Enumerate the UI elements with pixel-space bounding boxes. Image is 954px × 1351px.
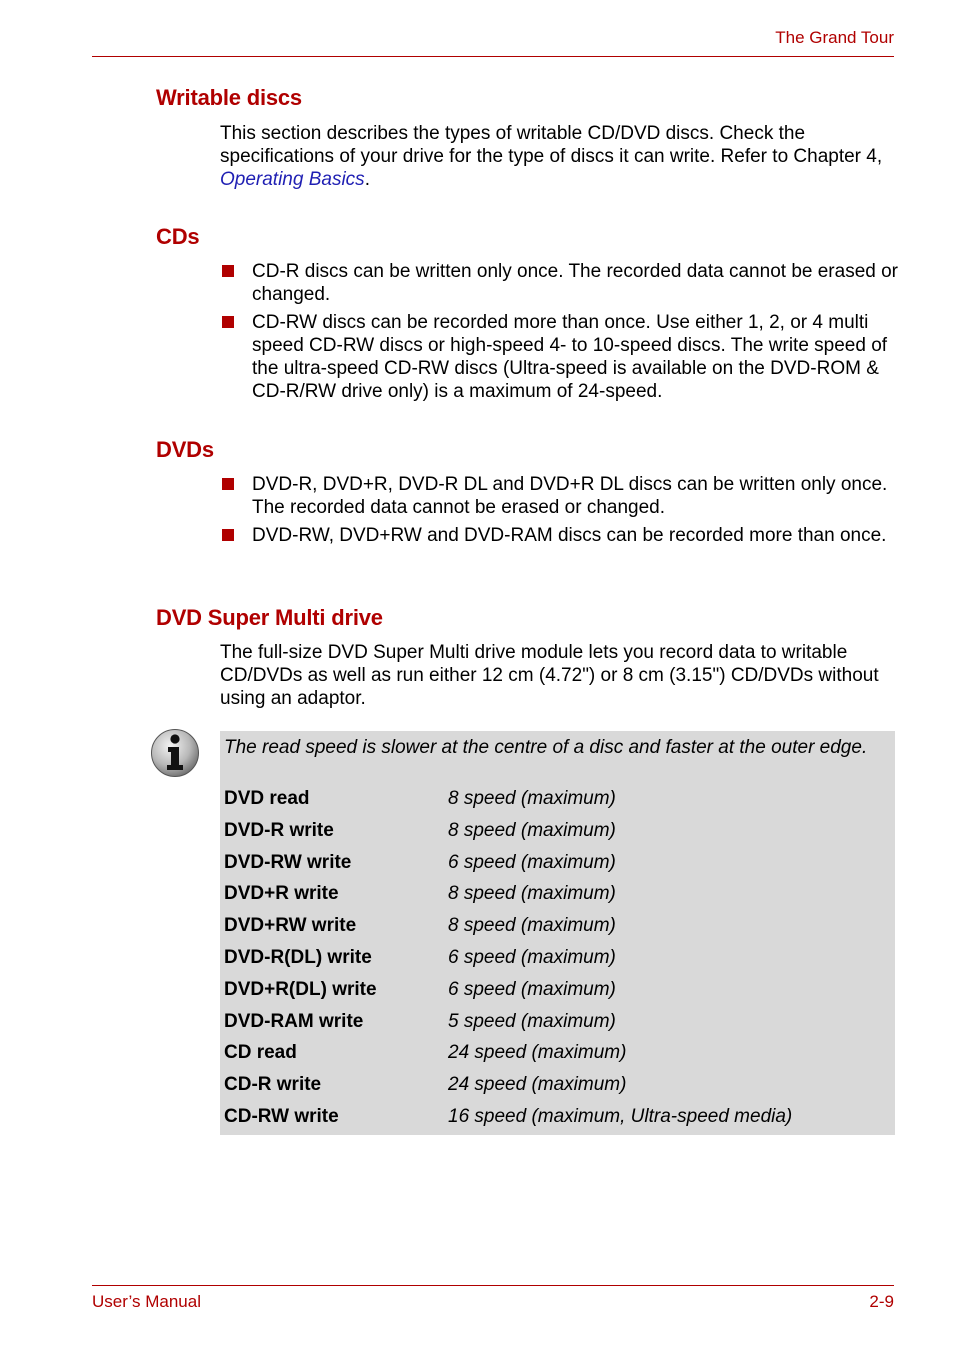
table-row: [224, 979, 792, 1011]
table-row: [224, 820, 792, 852]
table-row: [224, 1106, 792, 1138]
speed-label: CD read: [224, 1042, 297, 1064]
table-row: [224, 788, 792, 820]
cds-bullet-text: CD-R discs can be written only once. The recorded data cannot be erased or changed.: [252, 261, 898, 305]
speed-value: 6 speed (maximum): [448, 946, 616, 968]
list-item: [220, 524, 900, 547]
dvds-bullet-text: DVD-RW, DVD+RW and DVD-RAM discs can be recorded more than once.: [252, 525, 887, 546]
operating-basics-link[interactable]: Operating Basics: [220, 169, 365, 190]
table-row: [224, 1011, 792, 1043]
note-box: [220, 731, 895, 1135]
table-row: [224, 947, 792, 979]
bullet-square-icon: [222, 529, 234, 541]
dvds-heading: DVDs: [156, 437, 214, 462]
footer-rule: [92, 1285, 894, 1286]
table-row: [224, 883, 792, 915]
speed-value: 6 speed (maximum): [448, 851, 616, 873]
cds-heading: CDs: [156, 224, 200, 249]
speed-label: DVD+R(DL) write: [224, 978, 377, 1000]
list-item: [220, 311, 900, 403]
table-row: [224, 1074, 792, 1106]
speed-value: 5 speed (maximum): [448, 1010, 616, 1032]
table-row: [224, 852, 792, 884]
cds-bullet-text: CD-RW discs can be recorded more than once. Use either 1, 2, or 4 multi speed CD-RW discs or high-speed 4- to 10-speed discs. The write speed of the ultra-speed CD-RW discs (Ultra-speed is available on the DVD-ROM & CD-R/RW drive only) is a maximum of 24-speed.: [252, 312, 888, 402]
speed-label: CD-R write: [224, 1074, 322, 1096]
speed-value: 24 speed (maximum): [448, 1074, 627, 1096]
super-multi-paragraph: The full-size DVD Super Multi drive module lets you record data to writable CD/DVDs as well as run either 12 cm (4.72") or 8 cm (3.15") CD/DVDs without using an adaptor.: [220, 642, 879, 709]
info-icon: [150, 728, 200, 778]
speed-label: DVD-R(DL) write: [224, 946, 372, 968]
speed-label: DVD+R write: [224, 883, 339, 905]
speed-value: 8 speed (maximum): [448, 819, 616, 841]
speed-label: DVD read: [224, 788, 310, 809]
note-text: The read speed is slower at the centre of a disc and faster at the outer edge.: [224, 737, 868, 758]
dvds-bullet-text: DVD-R, DVD+R, DVD-R DL and DVD+R DL discs can be written only once. The recorded data cannot be erased or changed.: [252, 474, 888, 518]
speed-value: 16 speed (maximum, Ultra-speed media): [448, 1105, 793, 1127]
speed-value: 8 speed (maximum): [448, 788, 616, 809]
footer-manual-name: User’s Manual: [92, 1292, 201, 1311]
footer-page-number: 2-9: [869, 1292, 894, 1311]
writable-discs-heading: Writable discs: [156, 85, 302, 110]
list-item: [220, 473, 900, 519]
table-row: [224, 1042, 792, 1074]
list-item: [220, 260, 900, 306]
dvds-bullet-list: [220, 473, 900, 552]
speed-label: DVD-RAM write: [224, 1010, 364, 1032]
speed-label: CD-RW write: [224, 1105, 339, 1127]
bullet-square-icon: [222, 316, 234, 328]
cds-bullet-list: [220, 260, 900, 408]
writable-discs-paragraph: [220, 122, 896, 191]
header-chapter-title: The Grand Tour: [775, 28, 894, 47]
table-row: [224, 915, 792, 947]
speed-value: 24 speed (maximum): [448, 1042, 627, 1064]
bullet-square-icon: [222, 265, 234, 277]
speed-label: DVD-RW write: [224, 851, 352, 873]
speed-value: 8 speed (maximum): [448, 915, 616, 937]
super-multi-heading: DVD Super Multi drive: [156, 605, 383, 630]
speed-value: 8 speed (maximum): [448, 883, 616, 905]
header-rule: [92, 56, 894, 57]
speed-table: [224, 788, 792, 1138]
speed-value: 6 speed (maximum): [448, 978, 616, 1000]
writable-discs-text: This section describes the types of writable CD/DVD discs. Check the specifications of your drive for the type of discs it can write. Refer to Chapter 4,: [220, 123, 883, 167]
writable-discs-text-end: .: [364, 169, 370, 190]
bullet-square-icon: [222, 478, 234, 490]
speed-label: DVD+RW write: [224, 915, 357, 937]
speed-label: DVD-R write: [224, 819, 334, 841]
